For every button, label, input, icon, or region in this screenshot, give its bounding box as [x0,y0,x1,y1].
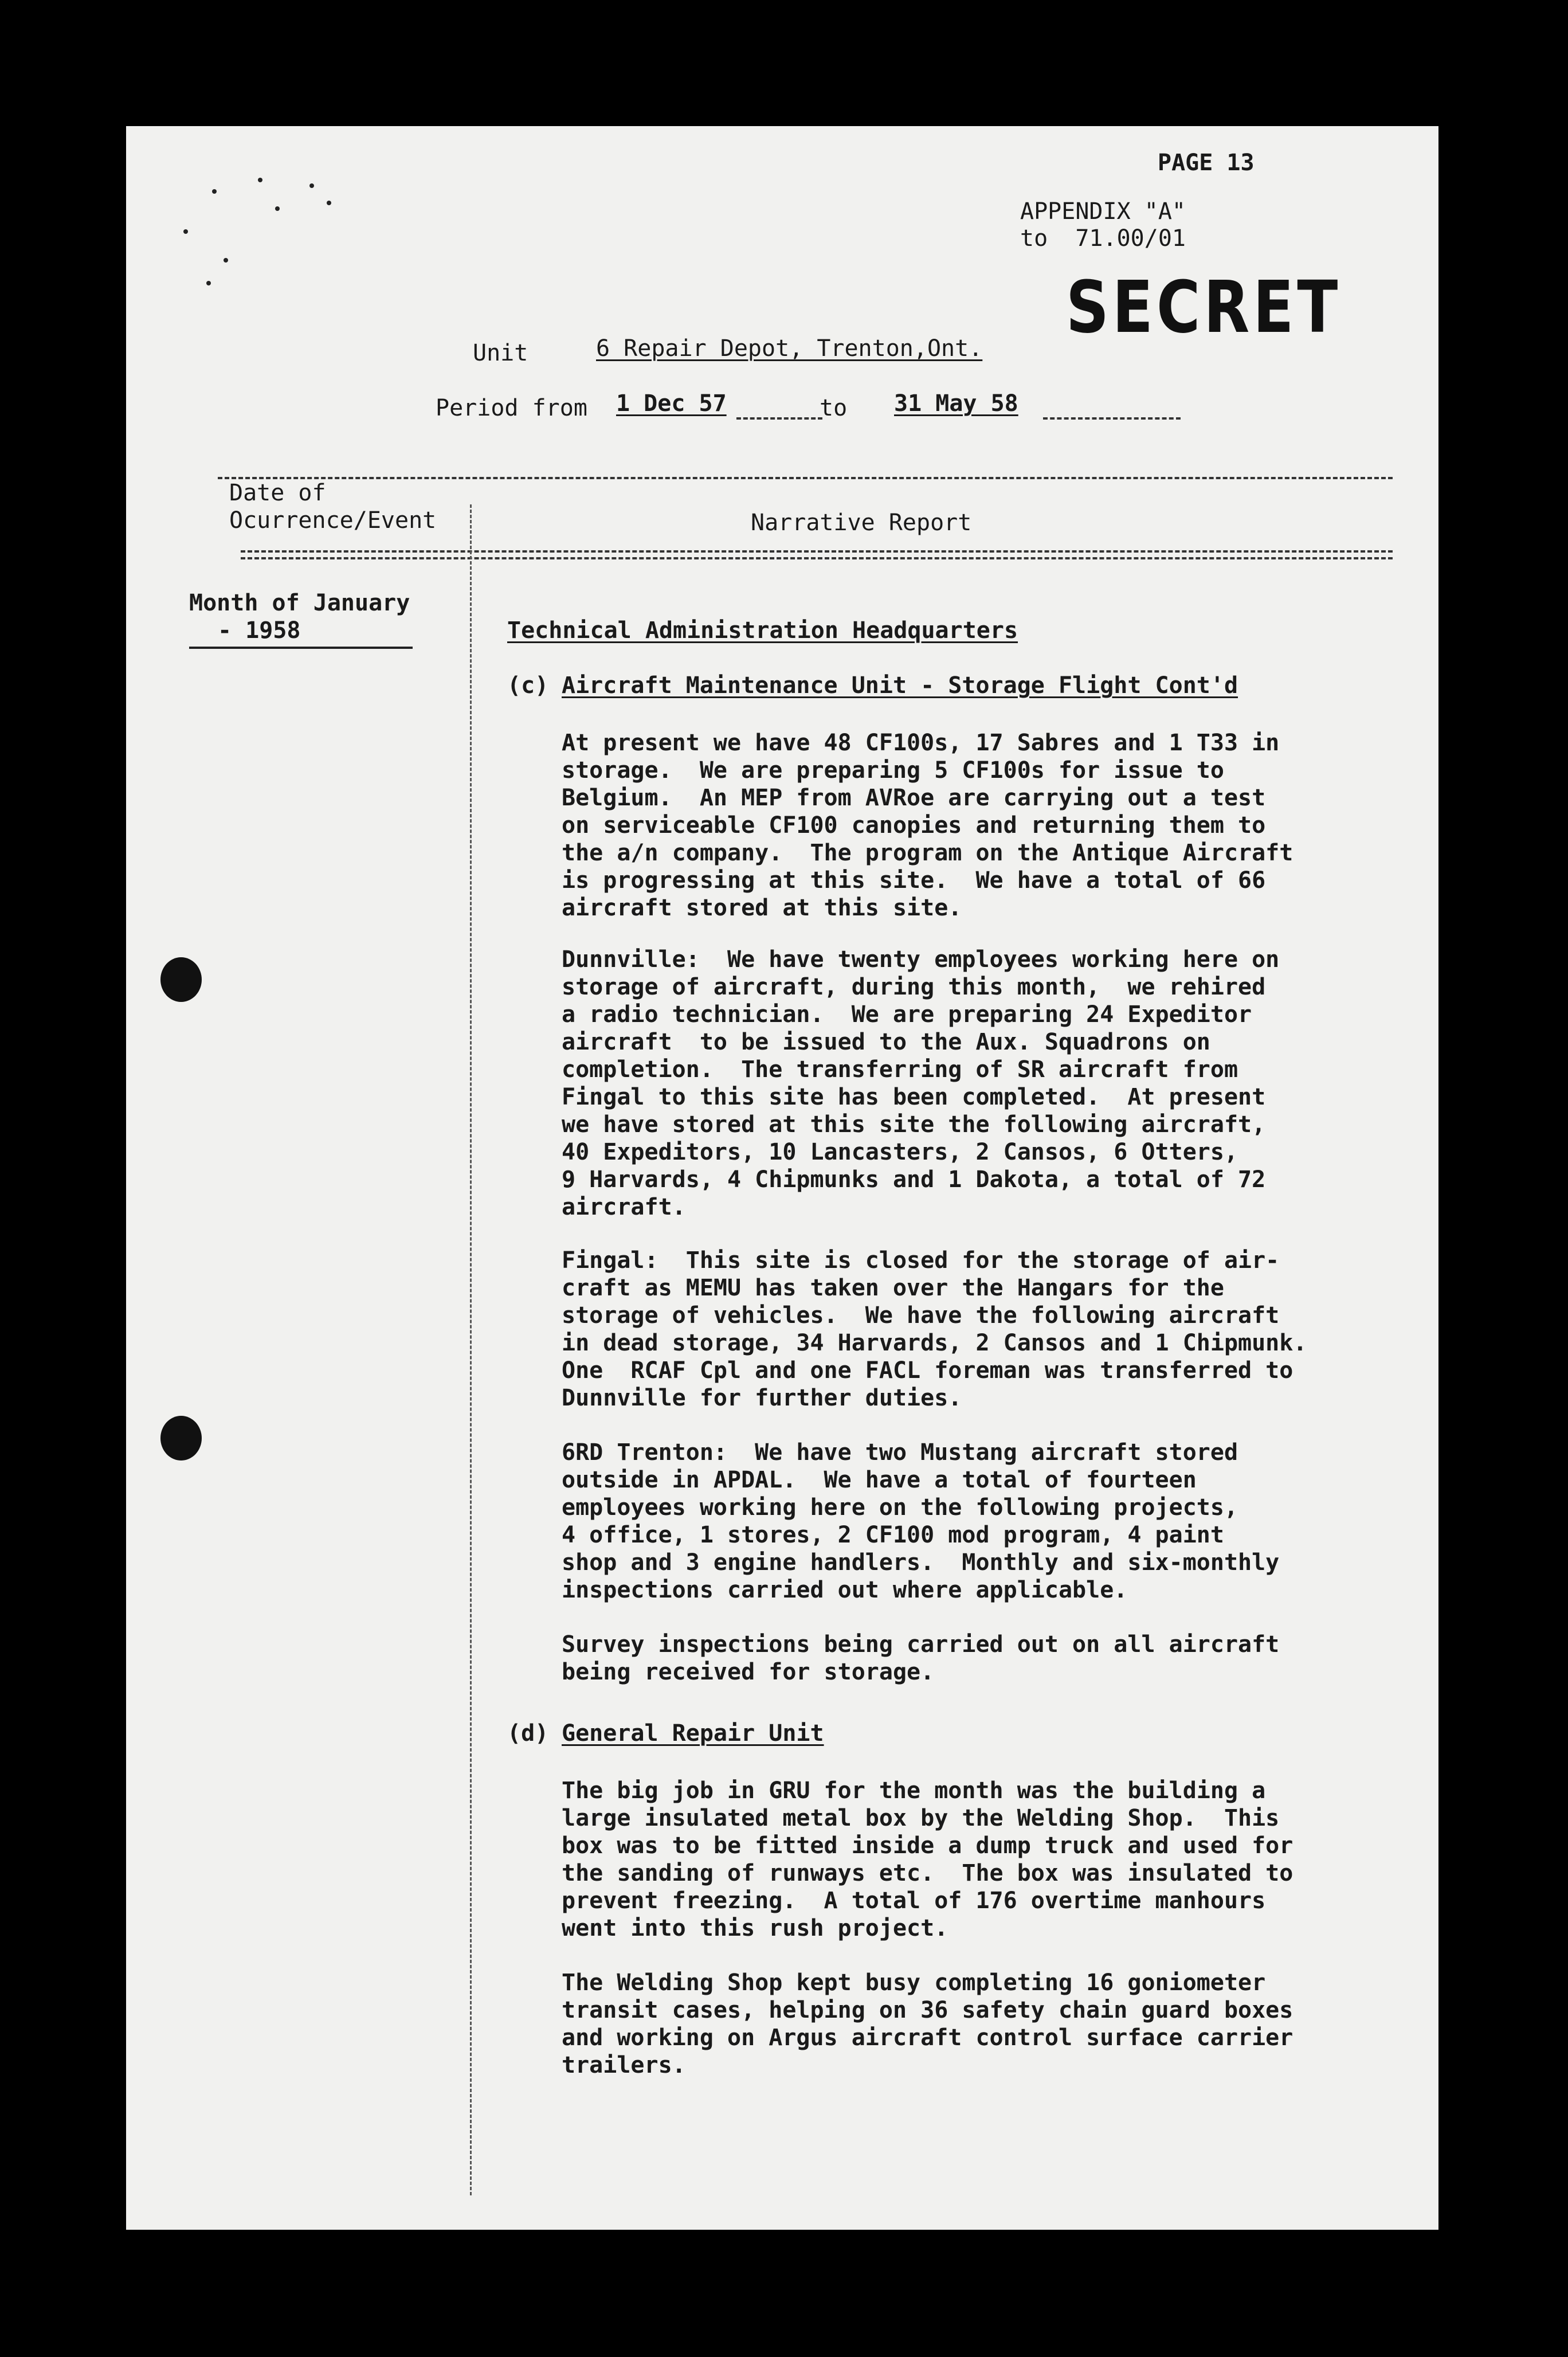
date-column-label-1: Date of [229,480,326,506]
column-header-bottom-rule-2 [241,557,1393,559]
period-from-fill-line [736,417,822,420]
paragraph-c-aircraft-storage: At present we have 48 CF100s, 17 Sabres and 1 T33 in storage. We are preparing 5 CF100s for issue to Belgium. An MEP from AVRoe are carrying out a test on serviceable CF100 canopies and returning them to the a/n company. The program on the Antique Aircraft is progressing at this site. We have a total of 66 aircraft stored at this site. [562,730,1293,921]
period-to-value: 31 May 58 [894,390,1018,417]
column-header-bottom-rule [241,550,1393,553]
paragraph-c-fingal: Fingal: This site is closed for the storage of air- craft as MEMU has taken over the Hangars for the storage of vehicles. We have the following aircraft in dead storage, 34 Harvards, 2 Cansos and 1 Chipmunk. One RCAF Cpl and one FACL foreman was transferred to Dunnville for further duties. [562,1247,1307,1411]
period-to-fill-line [1043,417,1181,420]
speck-mark [183,229,188,234]
period-to-label: to [820,395,848,421]
punch-hole [160,957,202,1002]
subsection-c-marker: (c) [507,672,549,699]
date-column-label-2: Ocurrence/Event [229,507,437,534]
paragraph-c-trenton: 6RD Trenton: We have two Mustang aircraft stored outside in APDAL. We have a total of fourteen employees working here on the following projects, 4 office, 1 stores, 2 CF100 mod program, 4 paint shop and 3 engine handlers. Monthly and six-monthly inspections carried out where applicable. [562,1439,1280,1603]
speck-mark [327,201,331,205]
punch-hole [160,1416,202,1461]
speck-mark [309,183,314,188]
section-heading: Technical Administration Headquarters [507,617,1018,644]
date-entry-underline [189,647,413,649]
paragraph-d-welding-shop: The Welding Shop kept busy completing 16 goniometer transit cases, helping on 36 safety chain guard boxes and working on Argus aircraft control surface carrier trailers. [562,1970,1293,2078]
appendix-line-1: APPENDIX "A" [1020,198,1186,225]
speck-mark [224,258,228,263]
speck-mark [258,178,262,182]
column-header-top-rule [218,477,1393,479]
unit-value: 6 Repair Depot, Trenton,Ont. [596,335,983,362]
date-entry-month: Month of January [189,590,410,616]
narrative-column-label: Narrative Report [751,510,972,536]
document-page [126,126,1438,2230]
speck-mark [212,189,217,194]
appendix-line-2: to 71.00/01 [1020,225,1186,252]
paragraph-c-dunnville: Dunnville: We have twenty employees working here on storage of aircraft, during this month, we rehired a radio technician. We are preparing 24 Expeditor aircraft to be issued to the Aux. Squadrons on completion. The transferring of SR aircraft from Fingal to this site has been completed. At present we have stored at this site the following aircraft, 40 Expeditors, 10 Lancasters, 2 Cansos, 6 Otters, 9 Harvards, 4 Chipmunks and 1 Dakota, a total of 72 aircraft. [562,946,1280,1220]
paragraph-c-survey: Survey inspections being carried out on all aircraft being received for storage. [562,1631,1280,1685]
speck-mark [206,281,211,285]
period-label: Period from [436,395,587,421]
date-entry-year: - 1958 [218,617,301,644]
paragraph-d-insulated-box: The big job in GRU for the month was the building a large insulated metal box by the Welding Shop. This box was to be fitted inside a dump truck and used for the sanding of runways etc. The box was insulated to prevent freezing. A total of 176 overtime manhours went into this rush project. [562,1777,1293,1941]
page-number: PAGE 13 [1158,150,1255,176]
period-from-value: 1 Dec 57 [616,390,727,417]
secret-stamp: SECRET [1066,265,1342,350]
column-divider [470,504,472,2195]
subsection-d-title: General Repair Unit [562,1720,824,1747]
unit-label: Unit [473,340,528,366]
subsection-c-title: Aircraft Maintenance Unit - Storage Flight Cont'd [562,672,1238,699]
subsection-d-marker: (d) [507,1720,549,1747]
speck-mark [275,206,280,211]
